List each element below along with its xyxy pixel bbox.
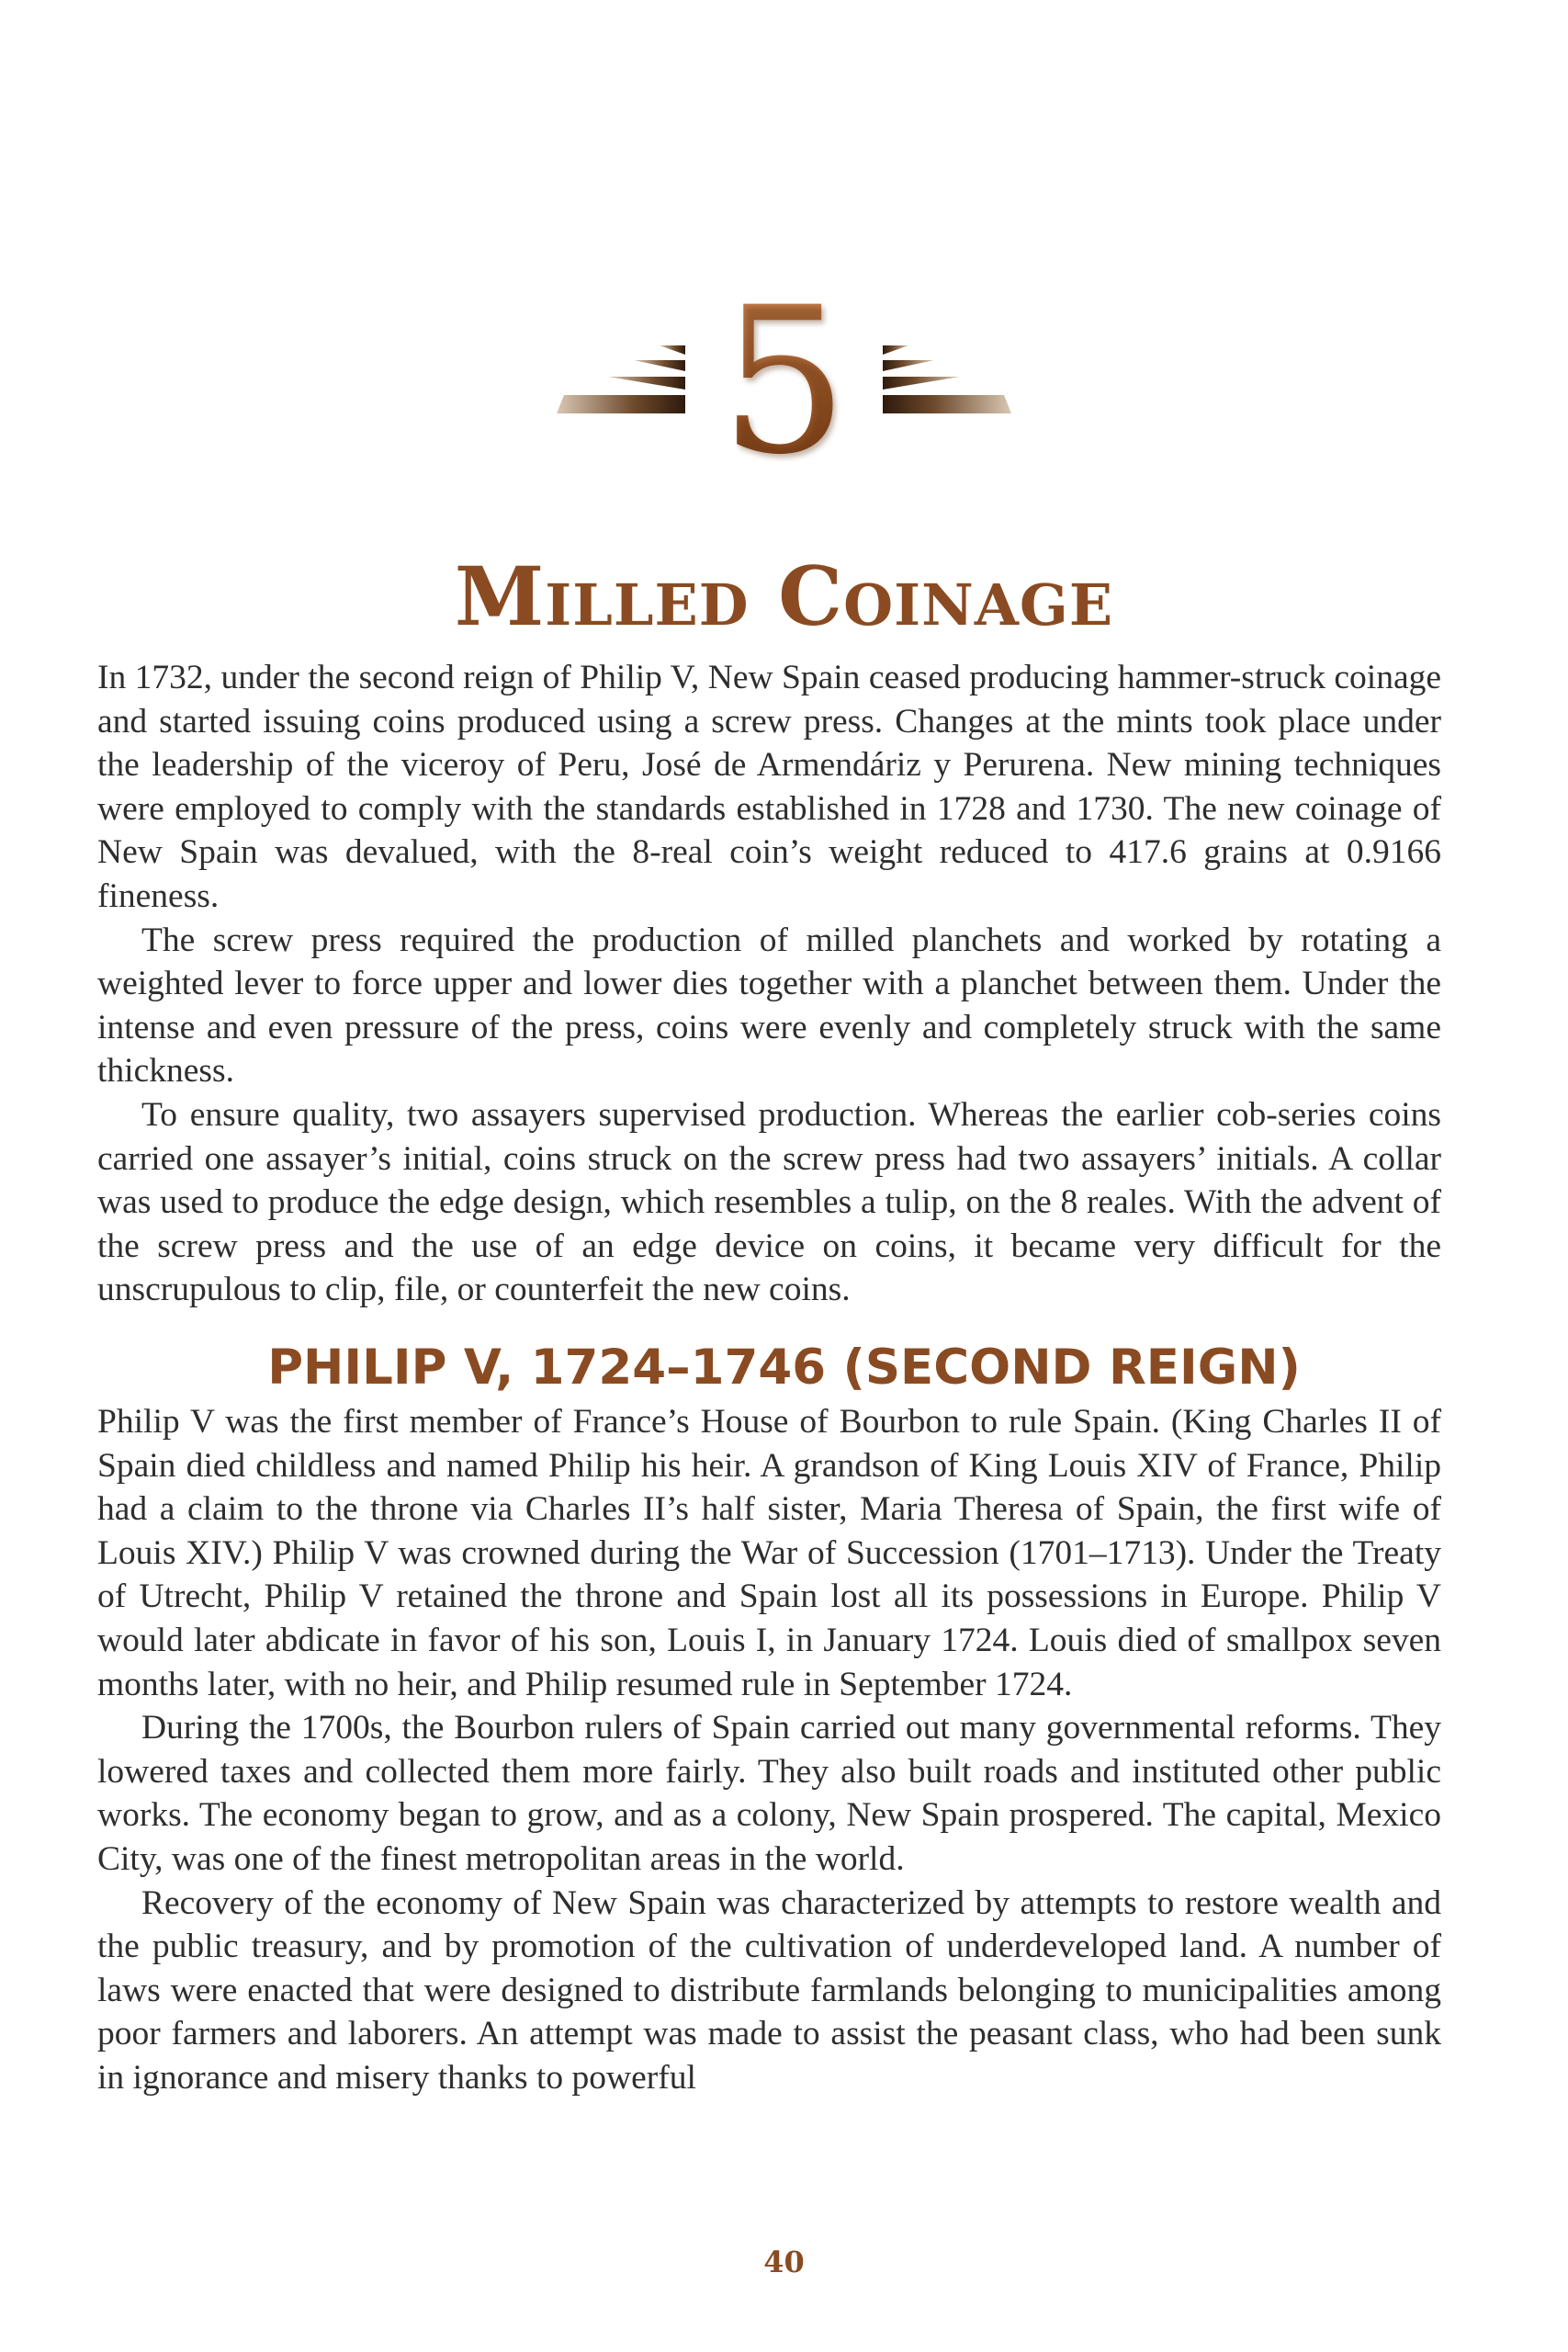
paragraph: To ensure quality, two assayers supervised production. Whereas the earlier cob-series coins carried one assayer’s initial, coins struck on the screw press had two assayers’ initials. A collar was used to produce the edge design, which resembles a tulip, on the 8 reales. With the advent of the screw press and the use of an edge device on coins, it became very difficult for the unscrupulous to clip, file, or counterfeit the new coins. xyxy=(97,1095,1441,1309)
section-2-body xyxy=(97,1400,1441,2100)
paragraph: Philip V was the first member of France’s House of Bourbon to rule Spain. (King Charles II of Spain died childless and named Philip his heir. A grandson of King Louis XIV of France, Philip had a claim to the throne via Charles II’s half sister, Maria Theresa of Spain, the first wife of Louis XIV.) Philip V was crowned during the War of Succession (1701–1713). Under the Treaty of Utrecht, Philip V retained the throne and Spain lost all its possessions in Europe. Philip V would later abdicate in favor of his son, Louis I, in January 1724. Louis died of smallpox seven months later, with no heir, and Philip resumed rule in September 1724. xyxy=(97,1403,1441,1703)
chapter-number: 5 xyxy=(719,264,849,499)
chapter-ornament xyxy=(0,264,1568,499)
right-wedge-ornament-icon xyxy=(883,340,1011,423)
paragraph: Recovery of the economy of New Spain was characterized by attempts to restore wealth and the public treasury, and by promotion of the cultivation of underdeveloped land. A number of laws were enacted that were designed to distribute farmlands belonging to municipalities among poor farmers and laborers. An attempt was made to assist the peasant class, who had been sunk in ignorance and misery thanks to powerful xyxy=(97,1883,1441,2097)
paragraph: The screw press required the production of milled planchets and worked by rotating a weighted lever to force upper and lower dies together with a planchet between them. Under the intense and even pressure of the press, coins were evenly and completely struck with the same thickness. xyxy=(97,921,1441,1091)
section-heading: PHILIP V, 1724–1746 (SECOND REIGN) xyxy=(267,1340,1301,1396)
left-wedge-ornament-icon xyxy=(557,340,685,423)
section-1-body xyxy=(97,656,1441,1312)
page-number: 40 xyxy=(763,2245,805,2279)
paragraph: In 1732, under the second reign of Philip V, New Spain ceased producing hammer-struck coinage and started issuing coins produced using a screw press. Changes at the mints took place under the leadership of the viceroy of Peru, José de Armendáriz y Perurena. New mining techniques were employed to comply with the standards established in 1728 and 1730. The new coinage of New Spain was devalued, with the 8-real coin’s weight reduced to 417.6 grains at 0.9166 fineness. xyxy=(97,659,1441,915)
paragraph: During the 1700s, the Bourbon rulers of Spain carried out many governmental reforms. They lowered taxes and collected them more fairly. They also built roads and instituted other public works. The economy began to grow, and as a colony, New Spain prospered. The capital, Mexico City, was one of the finest metropolitan areas in the world. xyxy=(97,1709,1441,1878)
chapter-title: Milled Coinage xyxy=(454,548,1114,644)
